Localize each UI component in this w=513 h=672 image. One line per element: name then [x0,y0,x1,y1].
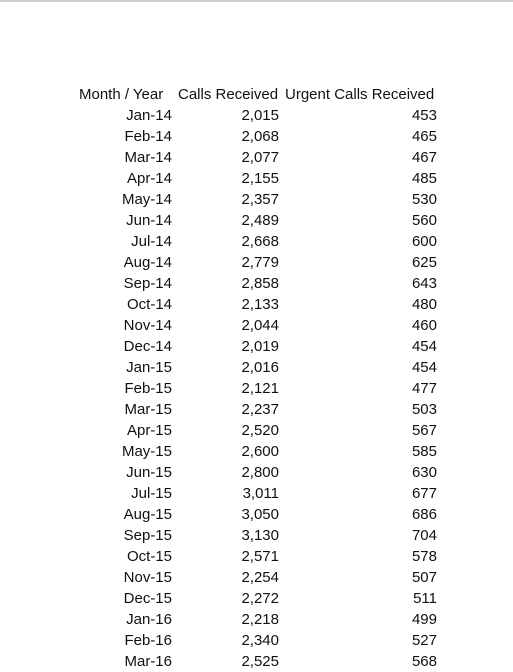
month-cell: May-14 [121,191,172,208]
calls-cell: 2,571 [241,548,279,565]
calls-cell: 2,525 [241,653,279,670]
month-cell: Jan-16 [126,611,172,628]
month-cell: Mar-16 [124,653,172,670]
urgent-cell: 499 [411,611,437,628]
calls-cell: 2,155 [241,170,279,187]
month-cell: Nov-14 [123,317,172,334]
urgent-cell: 480 [411,296,437,313]
table-row [0,546,513,567]
urgent-cell: 600 [411,233,437,250]
table-row [0,189,513,210]
calls-cell: 2,016 [241,359,279,376]
urgent-cell: 507 [411,569,437,586]
month-cell: Mar-15 [124,401,172,418]
month-cell: Feb-16 [124,632,172,649]
table-row [0,441,513,462]
urgent-cell: 578 [411,548,437,565]
header-month: Month / Year [79,86,164,103]
month-cell: Aug-14 [123,254,172,271]
calls-cell: 2,668 [241,233,279,250]
calls-cell: 2,340 [241,632,279,649]
urgent-cell: 454 [411,359,437,376]
table-row [0,105,513,126]
table-row [0,210,513,231]
table-row [0,357,513,378]
month-cell: Oct-15 [126,548,172,565]
table-row [0,525,513,546]
month-cell: Feb-15 [124,380,172,397]
table-row [0,126,513,147]
calls-cell: 2,800 [241,464,279,481]
calls-cell: 2,218 [241,611,279,628]
month-cell: Jun-14 [126,212,172,229]
calls-cell: 2,121 [241,380,279,397]
table-row [0,504,513,525]
table-row [0,336,513,357]
calls-cell: 2,019 [241,338,279,355]
month-cell: Aug-15 [123,506,172,523]
calls-cell: 3,050 [241,506,279,523]
urgent-cell: 467 [411,149,437,166]
table-row [0,273,513,294]
calls-cell: 2,489 [241,212,279,229]
header-urgent: Urgent Calls Received [285,86,435,103]
table-row [0,231,513,252]
calls-cell: 2,520 [241,422,279,439]
urgent-cell: 511 [413,590,437,607]
month-cell: Jul-14 [131,233,172,250]
month-cell: Mar-14 [124,149,172,166]
urgent-cell: 477 [411,380,437,397]
calls-cell: 2,600 [241,443,279,460]
month-cell: Dec-14 [123,338,172,355]
urgent-cell: 485 [411,170,437,187]
month-cell: Feb-14 [124,128,172,145]
table-row [0,462,513,483]
calls-cell: 2,077 [241,149,279,166]
table-row [0,147,513,168]
urgent-cell: 568 [411,653,437,670]
urgent-cell: 643 [411,275,437,292]
table-row [0,294,513,315]
table-row [0,378,513,399]
table-row [0,399,513,420]
month-cell: Jun-15 [126,464,172,481]
month-cell: May-15 [121,443,172,460]
calls-cell: 2,044 [241,317,279,334]
urgent-cell: 527 [411,632,437,649]
table-body [0,105,513,672]
table-row [0,483,513,504]
table-row [0,252,513,273]
calls-table [0,84,513,672]
month-cell: Dec-15 [123,590,172,607]
month-cell: Jan-14 [126,107,172,124]
month-cell: Sep-15 [123,527,172,544]
table-row [0,609,513,630]
urgent-cell: 704 [411,527,437,544]
urgent-cell: 560 [411,212,437,229]
month-cell: Jul-15 [131,485,172,502]
calls-cell: 2,858 [241,275,279,292]
urgent-cell: 453 [411,107,437,124]
urgent-cell: 460 [411,317,437,334]
header-calls: Calls Received [178,86,279,103]
table-row [0,168,513,189]
table-row [0,567,513,588]
month-cell: Sep-14 [123,275,172,292]
month-cell: Jan-15 [126,359,172,376]
calls-cell: 3,130 [241,527,279,544]
calls-cell: 3,011 [242,485,279,502]
urgent-cell: 454 [411,338,437,355]
calls-cell: 2,357 [241,191,279,208]
table-row [0,315,513,336]
urgent-cell: 503 [411,401,437,418]
top-border [0,0,513,2]
urgent-cell: 465 [411,128,437,145]
urgent-cell: 585 [411,443,437,460]
calls-cell: 2,015 [241,107,279,124]
calls-cell: 2,237 [241,401,279,418]
table-row [0,651,513,672]
month-cell: Apr-14 [126,170,172,187]
calls-cell: 2,254 [241,569,279,586]
urgent-cell: 530 [411,191,437,208]
month-cell: Apr-15 [126,422,172,439]
table-row [0,588,513,609]
calls-cell: 2,068 [241,128,279,145]
calls-cell: 2,272 [241,590,279,607]
urgent-cell: 625 [411,254,437,271]
calls-cell: 2,133 [241,296,279,313]
table-row [0,420,513,441]
header-row [0,84,513,105]
table-row [0,630,513,651]
month-cell: Nov-15 [123,569,172,586]
urgent-cell: 677 [411,485,437,502]
month-cell: Oct-14 [126,296,172,313]
urgent-cell: 686 [411,506,437,523]
urgent-cell: 630 [411,464,437,481]
calls-cell: 2,779 [241,254,279,271]
urgent-cell: 567 [411,422,437,439]
